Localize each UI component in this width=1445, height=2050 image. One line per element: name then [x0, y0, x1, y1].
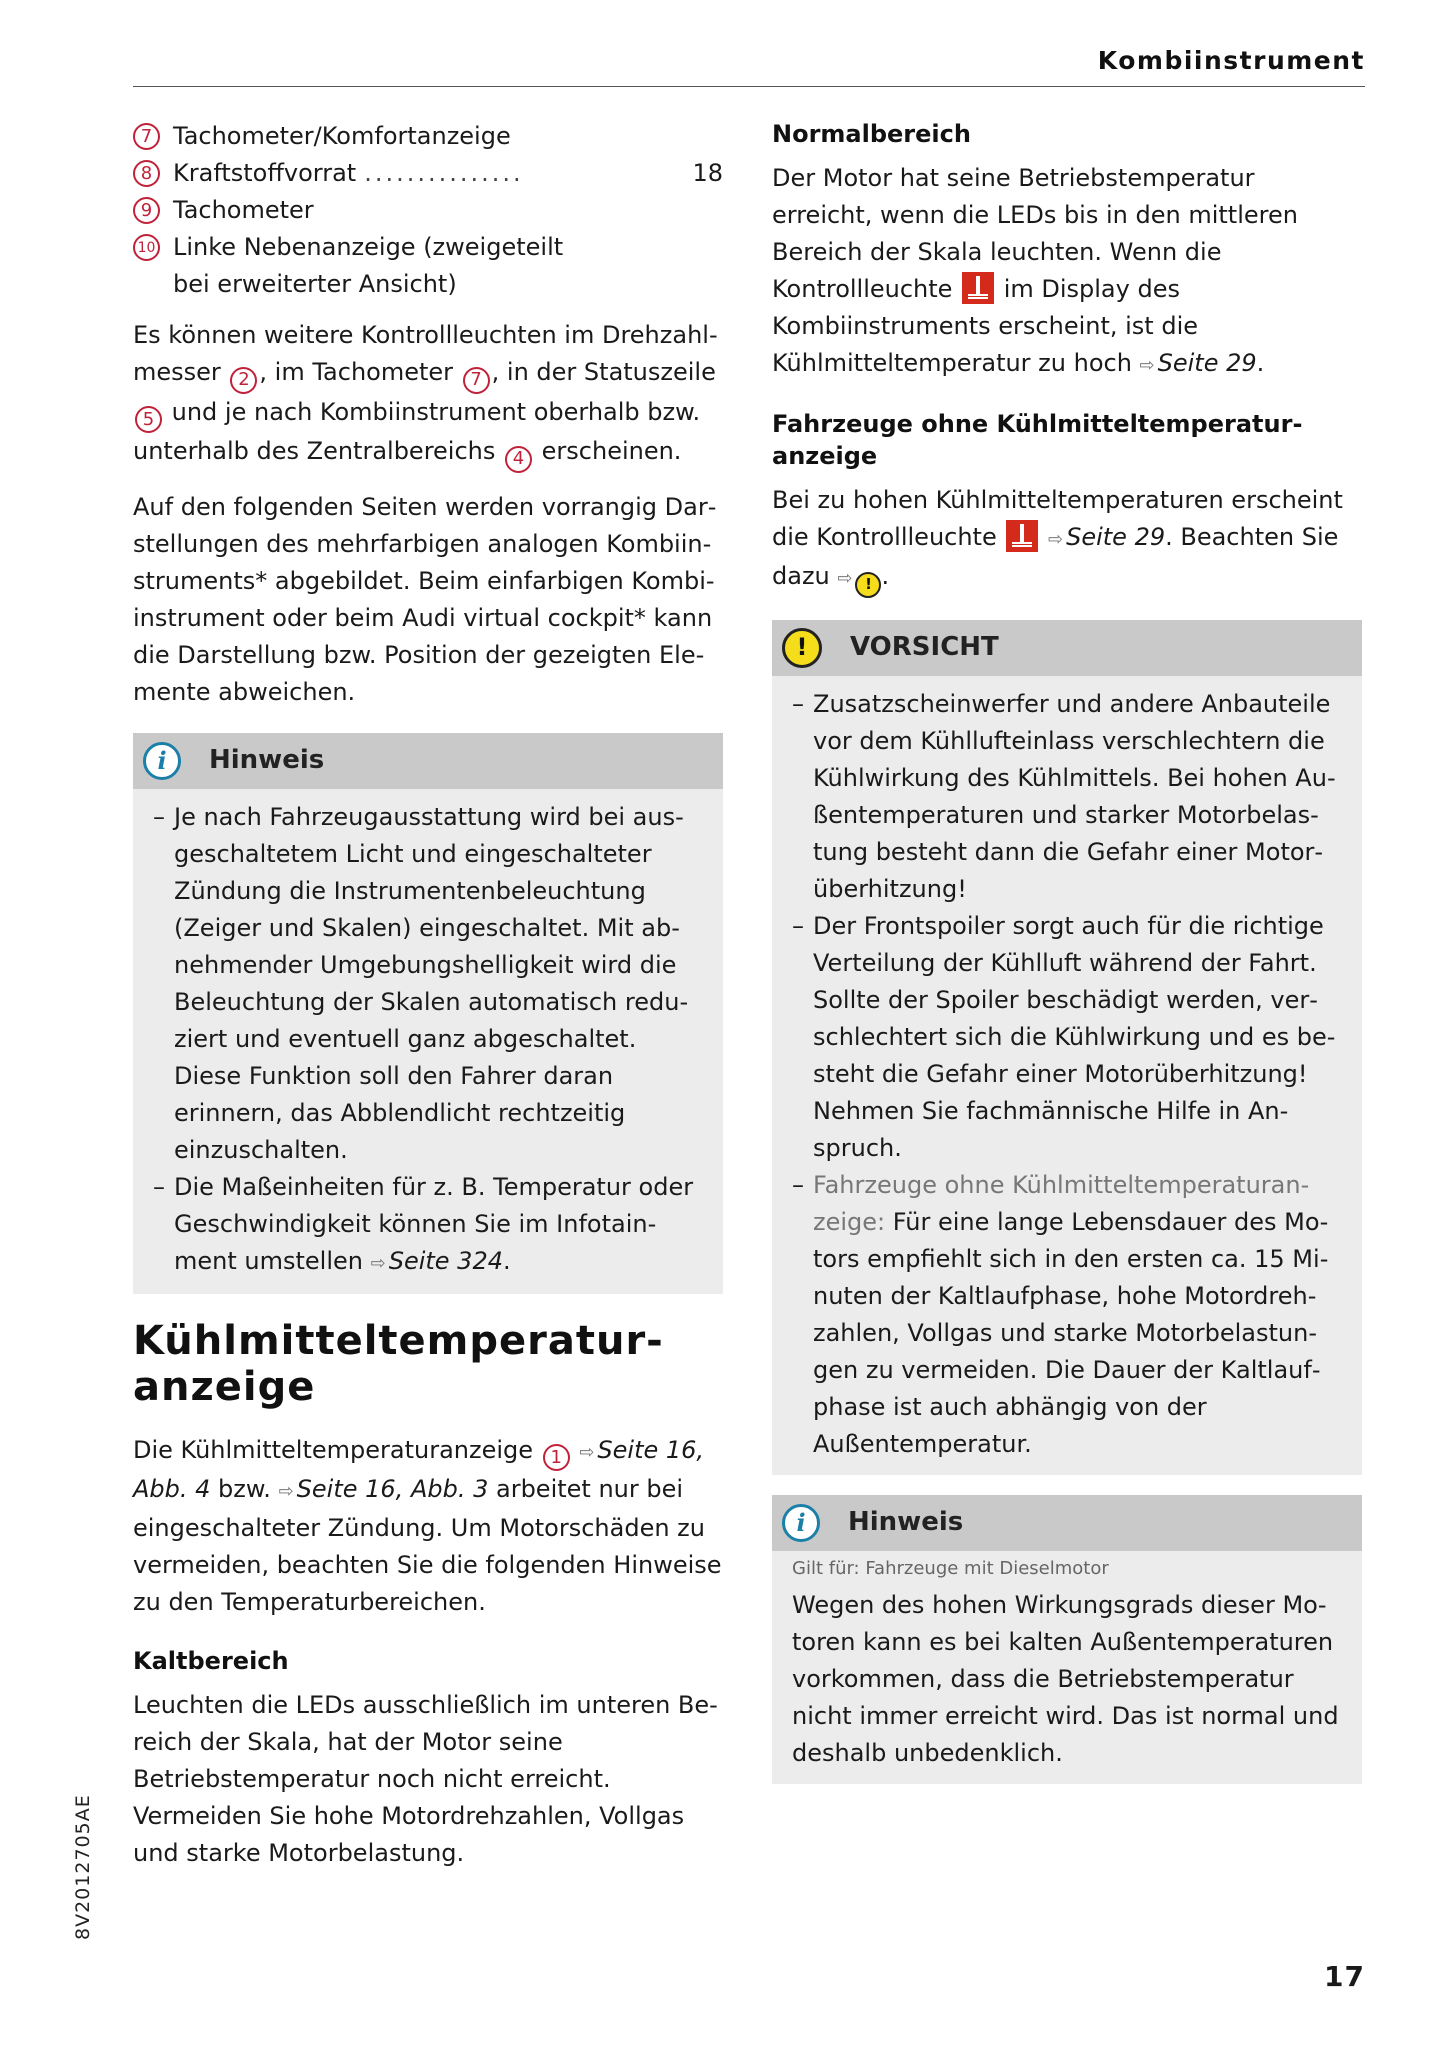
info-icon: i	[782, 1504, 820, 1542]
legend-item	[133, 155, 723, 192]
page-reference[interactable]: 18	[692, 159, 723, 187]
info-icon: i	[143, 742, 181, 780]
legend-text: Kraftstoffvorrat	[173, 159, 357, 187]
arrow-right-icon: ⇨	[370, 1252, 386, 1274]
subsection-title-kalt: Kaltbereich	[133, 1647, 289, 1675]
callout-number: 7	[463, 367, 490, 394]
arrow-right-icon: ⇨	[579, 1441, 595, 1463]
legend-list	[133, 118, 723, 303]
arrow-right-icon: ⇨	[1139, 355, 1155, 376]
hint-list-item: – Die Maßeinheiten für z. B. Temperatur oder Geschwindigkeit können Sie im Infotainment umstellen ⇨ Seite 324.	[153, 1169, 703, 1282]
running-header: Kombiinstrument	[1097, 46, 1365, 75]
callout-number: 1	[543, 1444, 570, 1471]
legend-text: Linke Nebenanzeige (zweigeteilt bei erweiterter Ansicht)	[173, 233, 564, 298]
normal-paragraph: Der Motor hat seine Betriebstemperatur erreicht, wenn die LEDs bis in den mittleren Bereich der Skala leuchten. Wenn die Kontrollleuchte im Display des Kombiinstruments erscheint, ist die Kühlmitteltemperatur zu hoch ⇨ Seite 29.	[772, 164, 1298, 377]
ohne-paragraph: Bei zu hohen Kühlmitteltemperaturen erscheint die Kontrollleuchte ⇨ Seite 29. Beachten Sie dazu ⇨ ! .	[772, 482, 1362, 598]
right-column	[772, 118, 1362, 1804]
hint-box-diesel	[772, 1495, 1362, 1784]
page-reference[interactable]: Seite 16, Abb. 4	[133, 1435, 705, 1503]
document-code: 8V2012705AE	[72, 1794, 94, 1940]
warning-icon: !	[782, 628, 822, 668]
hint-box-header	[772, 1495, 1362, 1551]
coolant-temperature-icon	[1006, 520, 1038, 552]
hint-box-title: Hinweis	[848, 1507, 964, 1537]
caution-list-item: – Der Frontspoiler sorgt auch für die richtige Verteilung der Kühlluft während der Fahrt. Sollte der Spoiler beschädigt werden, verschlechtert sich die Kühlwirkung und es besteht die Gefahr einer Motorüberhitzung! Nehmen Sie fachmännische Hilfe in Anspruch.	[792, 908, 1342, 1167]
hint-list-item: – Je nach Fahrzeugausstattung wird bei ausgeschaltetem Licht und eingeschalteter Zündung die Instrumentenbeleuchtung (Zeiger und Skalen) eingeschaltet. Mit abnehmender Umgebungshelligkeit wird die Beleuchtung der Skalen automatisch reduziert und eventuell ganz abgeschaltet. Diese Funktion soll den Fahrer daran erinnern, das Abblendlicht rechtzeitig einzuschalten.	[153, 799, 703, 1169]
warning-icon[interactable]: !	[855, 572, 881, 598]
arrow-right-icon: ⇨	[837, 568, 853, 589]
intro-paragraph: Es können weitere Kontrollleuchten im Drehzahlmesser 2 , im Tachometer 7 , in der Statuszeile 5 und je nach Kombiinstrument oberhalb bzw. unterhalb des Zentralbereichs 4 erscheinen.	[133, 317, 723, 473]
section-paragraph: Die Kühlmitteltemperaturanzeige 1 ⇨ Seite 16, Abb. 4 bzw. ⇨ Seite 16, Abb. 3 arbeitet nur bei eingeschalteter Zündung. Um Motorschäden zu vermeiden, beachten Sie die folgenden Hinweise zu den Temperaturbereichen.	[133, 1435, 722, 1616]
hint-list	[153, 799, 703, 1282]
page-reference[interactable]: Seite 324	[388, 1246, 503, 1275]
caution-box-title: VORSICHT	[850, 632, 999, 662]
leader-dots: ...............	[364, 159, 524, 187]
page-reference[interactable]: Seite 16, Abb. 3	[296, 1475, 489, 1503]
caution-list-item: – Fahrzeuge ohne Kühlmitteltemperaturanzeige: Für eine lange Lebensdauer des Motors empfiehlt sich in den ersten ca. 15 Minuten der Kaltlaufphase, hohe Motordrehzahlen, Vollgas und starke Motorbelastungen zu vermeiden. Die Dauer der Kaltlaufphase ist auch abhängig von der Außentemperatur.	[792, 1167, 1342, 1463]
page-reference[interactable]: Seite 29	[1157, 349, 1257, 377]
legend-text: Tachometer/Komfortanzeige	[173, 122, 511, 150]
legend-item	[133, 192, 723, 229]
hint-box-body	[772, 1581, 1362, 1784]
callout-number: 5	[135, 406, 162, 433]
callout-number: 10	[133, 234, 160, 261]
legend-text: Tachometer	[173, 196, 314, 224]
hint-box-body	[133, 789, 723, 1294]
page-reference[interactable]: Seite 29	[1066, 523, 1166, 551]
header-rule	[133, 86, 1365, 87]
legend-item	[133, 229, 723, 303]
callout-number: 8	[133, 160, 160, 187]
callout-number: 9	[133, 197, 160, 224]
kalt-paragraph: Leuchten die LEDs ausschließlich im unteren Bereich der Skala, hat der Motor seine Betriebstemperatur noch nicht erreicht. Vermeiden Sie hohe Motordrehzahlen, Vollgas und starke Motorbelastung.	[133, 1691, 718, 1867]
subsection-title-ohne: Fahrzeuge ohne Kühlmitteltemperaturanzeige	[772, 410, 1303, 470]
left-column	[133, 118, 723, 1888]
callout-number: 4	[505, 446, 532, 473]
hint-paragraph: Wegen des hohen Wirkungsgrads dieser Motoren kann es bei kalten Außentemperaturen vorkommen, dass die Betriebstemperatur nicht immer erreicht wird. Das ist normal und deshalb unbedenklich.	[792, 1590, 1339, 1767]
caution-box-body	[772, 676, 1362, 1475]
coolant-temperature-icon	[962, 272, 994, 304]
intro-paragraph-2: Auf den folgenden Seiten werden vorrangig Darstellungen des mehrfarbigen analogen Kombiinstruments* abgebildet. Beim einfarbigen Kombiinstrument oder beim Audi virtual cockpit* kann die Darstellung bzw. Position der gezeigten Elemente abweichen.	[133, 492, 717, 706]
caution-list	[792, 686, 1342, 1463]
subsection-title-normal: Normalbereich	[772, 120, 971, 148]
hint-box-header	[133, 733, 723, 789]
callout-number: 7	[133, 123, 160, 150]
callout-number: 2	[230, 367, 257, 394]
page-number: 17	[1324, 1960, 1365, 1993]
caution-box	[772, 620, 1362, 1475]
section-title: Kühlmitteltemperaturanzeige	[133, 1317, 663, 1410]
caution-box-header	[772, 620, 1362, 676]
caution-list-item: – Zusatzscheinwerfer und andere Anbauteile vor dem Kühllufteinlass verschlechtern die Kühlwirkung des Kühlmittels. Bei hohen Außentemperaturen und starker Motorbelastung besteht dann die Gefahr einer Motorüberhitzung!	[792, 686, 1342, 908]
hint-box	[133, 733, 723, 1294]
applies-to-note: Gilt für: Fahrzeuge mit Dieselmotor	[792, 1557, 1109, 1579]
hint-box-title: Hinweis	[209, 745, 325, 775]
arrow-right-icon: ⇨	[1048, 529, 1064, 550]
legend-item	[133, 118, 723, 155]
arrow-right-icon: ⇨	[278, 1481, 294, 1502]
